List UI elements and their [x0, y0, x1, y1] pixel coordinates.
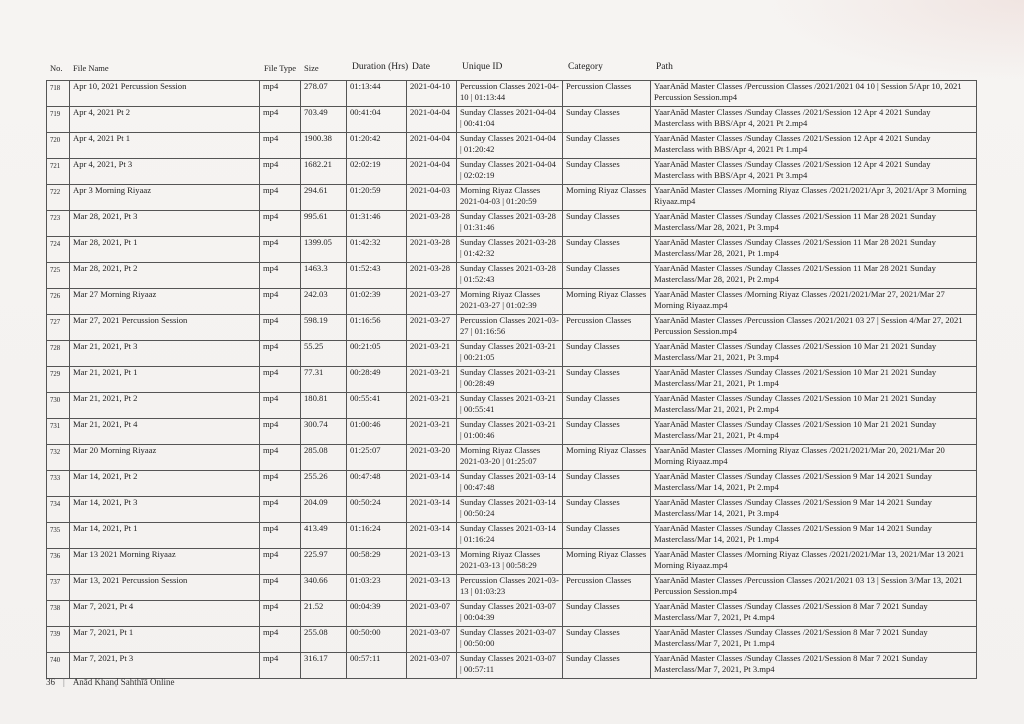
- size-cell: 340.66: [301, 575, 347, 601]
- duration-cell: 01:00:46: [347, 419, 407, 445]
- date-cell: 2021-04-04: [407, 159, 457, 185]
- size-cell: 77.31: [301, 367, 347, 393]
- table-row: [47, 315, 977, 341]
- table-header: [0, 61, 1024, 75]
- date-cell: 2021-03-07: [407, 601, 457, 627]
- page-footer: [46, 677, 175, 687]
- category-cell: Sunday Classes: [563, 653, 651, 679]
- duration-cell: 01:20:42: [347, 133, 407, 159]
- date-cell: 2021-03-20: [407, 445, 457, 471]
- table-row: [47, 627, 977, 653]
- size-cell: 285.08: [301, 445, 347, 471]
- file-name-cell: Mar 14, 2021, Pt 1: [70, 523, 260, 549]
- category-cell: Sunday Classes: [563, 419, 651, 445]
- file-name-cell: Mar 7, 2021, Pt 4: [70, 601, 260, 627]
- size-cell: 180.81: [301, 393, 347, 419]
- size-cell: 204.09: [301, 497, 347, 523]
- path-cell: YaarAnād Master Classes /Sunday Classes /2021/Session 12 Apr 4 2021 Sunday Masterclass with BBS/Apr 4, 2021 Pt 2.mp4: [651, 107, 977, 133]
- file-type-cell: mp4: [260, 107, 301, 133]
- unique-id-cell: Percussion Classes 2021-04-10 | 01:13:44: [457, 81, 563, 107]
- duration-cell: 01:16:24: [347, 523, 407, 549]
- table-row: [47, 653, 977, 679]
- file-type-cell: mp4: [260, 419, 301, 445]
- date-cell: 2021-03-14: [407, 497, 457, 523]
- file-type-cell: mp4: [260, 367, 301, 393]
- table-row: [47, 237, 977, 263]
- category-cell: Percussion Classes: [563, 575, 651, 601]
- row-number: 727: [47, 315, 70, 341]
- unique-id-cell: Morning Riyaz Classes 2021-04-03 | 01:20:59: [457, 185, 563, 211]
- category-cell: Sunday Classes: [563, 211, 651, 237]
- unique-id-cell: Sunday Classes 2021-03-14 | 01:16:24: [457, 523, 563, 549]
- file-table: [46, 80, 977, 679]
- size-cell: 21.52: [301, 601, 347, 627]
- size-cell: 294.61: [301, 185, 347, 211]
- duration-cell: 00:41:04: [347, 107, 407, 133]
- header-file-name: File Name: [73, 63, 109, 73]
- file-name-cell: Mar 13, 2021 Percussion Session: [70, 575, 260, 601]
- duration-cell: 00:28:49: [347, 367, 407, 393]
- date-cell: 2021-04-04: [407, 107, 457, 133]
- row-number: 723: [47, 211, 70, 237]
- path-cell: YaarAnād Master Classes /Sunday Classes /2021/Session 8 Mar 7 2021 Sunday Masterclass/Mar 7, 2021, Pt 1.mp4: [651, 627, 977, 653]
- table-row: [47, 445, 977, 471]
- unique-id-cell: Percussion Classes 2021-03-27 | 01:16:56: [457, 315, 563, 341]
- unique-id-cell: Sunday Classes 2021-03-28 | 01:52:43: [457, 263, 563, 289]
- file-name-cell: Mar 13 2021 Morning Riyaaz: [70, 549, 260, 575]
- file-type-cell: mp4: [260, 575, 301, 601]
- unique-id-cell: Sunday Classes 2021-03-28 | 01:42:32: [457, 237, 563, 263]
- duration-cell: 01:03:23: [347, 575, 407, 601]
- date-cell: 2021-03-21: [407, 419, 457, 445]
- footer-title: Anād Khanḍ Sahthīā Online: [72, 677, 175, 687]
- size-cell: 225.97: [301, 549, 347, 575]
- unique-id-cell: Sunday Classes 2021-03-21 | 00:21:05: [457, 341, 563, 367]
- path-cell: YaarAnād Master Classes /Morning Riyaz Classes /2021/2021/Mar 27, 2021/Mar 27 Morning Riyaaz.mp4: [651, 289, 977, 315]
- unique-id-cell: Sunday Classes 2021-03-07 | 00:50:00: [457, 627, 563, 653]
- file-type-cell: mp4: [260, 81, 301, 107]
- row-number: 729: [47, 367, 70, 393]
- file-type-cell: mp4: [260, 549, 301, 575]
- duration-cell: 01:25:07: [347, 445, 407, 471]
- category-cell: Sunday Classes: [563, 393, 651, 419]
- size-cell: 703.49: [301, 107, 347, 133]
- duration-cell: 01:52:43: [347, 263, 407, 289]
- date-cell: 2021-03-21: [407, 367, 457, 393]
- page-number: 36: [46, 677, 55, 687]
- file-name-cell: Apr 4, 2021 Pt 1: [70, 133, 260, 159]
- duration-cell: 00:04:39: [347, 601, 407, 627]
- path-cell: YaarAnād Master Classes /Sunday Classes /2021/Session 12 Apr 4 2021 Sunday Masterclass with BBS/Apr 4, 2021 Pt 3.mp4: [651, 159, 977, 185]
- file-type-cell: mp4: [260, 237, 301, 263]
- unique-id-cell: Sunday Classes 2021-03-21 | 01:00:46: [457, 419, 563, 445]
- unique-id-cell: Sunday Classes 2021-03-28 | 01:31:46: [457, 211, 563, 237]
- header-category: Category: [568, 62, 603, 72]
- date-cell: 2021-03-21: [407, 393, 457, 419]
- date-cell: 2021-03-14: [407, 471, 457, 497]
- duration-cell: 00:21:05: [347, 341, 407, 367]
- path-cell: YaarAnād Master Classes /Percussion Classes /2021/2021 03 13 | Session 3/Mar 13, 2021 Percussion Session.mp4: [651, 575, 977, 601]
- path-cell: YaarAnād Master Classes /Sunday Classes /2021/Session 10 Mar 21 2021 Sunday Masterclass/Mar 21, 2021, Pt 3.mp4: [651, 341, 977, 367]
- row-number: 720: [47, 133, 70, 159]
- unique-id-cell: Sunday Classes 2021-04-04 | 02:02:19: [457, 159, 563, 185]
- category-cell: Percussion Classes: [563, 315, 651, 341]
- date-cell: 2021-03-13: [407, 575, 457, 601]
- unique-id-cell: Sunday Classes 2021-03-14 | 00:50:24: [457, 497, 563, 523]
- category-cell: Morning Riyaz Classes: [563, 289, 651, 315]
- size-cell: 1463.3: [301, 263, 347, 289]
- duration-cell: 00:57:11: [347, 653, 407, 679]
- unique-id-cell: Morning Riyaz Classes 2021-03-27 | 01:02:39: [457, 289, 563, 315]
- unique-id-cell: Percussion Classes 2021-03-13 | 01:03:23: [457, 575, 563, 601]
- category-cell: Sunday Classes: [563, 471, 651, 497]
- size-cell: 255.26: [301, 471, 347, 497]
- table-row: [47, 497, 977, 523]
- row-number: 728: [47, 341, 70, 367]
- table-row: [47, 549, 977, 575]
- file-name-cell: Apr 10, 2021 Percussion Session: [70, 81, 260, 107]
- row-number: 722: [47, 185, 70, 211]
- path-cell: YaarAnād Master Classes /Sunday Classes /2021/Session 9 Mar 14 2021 Sunday Masterclass/Mar 14, 2021, Pt 1.mp4: [651, 523, 977, 549]
- file-name-cell: Mar 27 Morning Riyaaz: [70, 289, 260, 315]
- category-cell: Sunday Classes: [563, 627, 651, 653]
- row-number: 740: [47, 653, 70, 679]
- file-name-cell: Mar 28, 2021, Pt 3: [70, 211, 260, 237]
- file-type-cell: mp4: [260, 341, 301, 367]
- file-name-cell: Mar 7, 2021, Pt 1: [70, 627, 260, 653]
- row-number: 726: [47, 289, 70, 315]
- size-cell: 598.19: [301, 315, 347, 341]
- file-type-cell: mp4: [260, 289, 301, 315]
- category-cell: Sunday Classes: [563, 107, 651, 133]
- row-number: 736: [47, 549, 70, 575]
- path-cell: YaarAnād Master Classes /Sunday Classes /2021/Session 11 Mar 28 2021 Sunday Masterclass/Mar 28, 2021, Pt 2.mp4: [651, 263, 977, 289]
- duration-cell: 00:47:48: [347, 471, 407, 497]
- file-name-cell: Mar 27, 2021 Percussion Session: [70, 315, 260, 341]
- path-cell: YaarAnād Master Classes /Sunday Classes /2021/Session 10 Mar 21 2021 Sunday Masterclass/Mar 21, 2021, Pt 1.mp4: [651, 367, 977, 393]
- size-cell: 242.03: [301, 289, 347, 315]
- file-type-cell: mp4: [260, 315, 301, 341]
- table-row: [47, 159, 977, 185]
- header-no: No.: [50, 63, 63, 73]
- size-cell: 995.61: [301, 211, 347, 237]
- date-cell: 2021-04-03: [407, 185, 457, 211]
- category-cell: Sunday Classes: [563, 523, 651, 549]
- row-number: 718: [47, 81, 70, 107]
- file-name-cell: Apr 3 Morning Riyaaz: [70, 185, 260, 211]
- header-size: Size: [304, 63, 319, 73]
- path-cell: YaarAnād Master Classes /Sunday Classes /2021/Session 8 Mar 7 2021 Sunday Masterclass/Mar 7, 2021, Pt 3.mp4: [651, 653, 977, 679]
- unique-id-cell: Sunday Classes 2021-03-21 | 00:28:49: [457, 367, 563, 393]
- size-cell: 316.17: [301, 653, 347, 679]
- date-cell: 2021-03-28: [407, 263, 457, 289]
- duration-cell: 00:50:24: [347, 497, 407, 523]
- table-row: [47, 575, 977, 601]
- duration-cell: 01:20:59: [347, 185, 407, 211]
- file-name-cell: Apr 4, 2021 Pt 2: [70, 107, 260, 133]
- footer-separator: |: [63, 677, 65, 687]
- path-cell: YaarAnād Master Classes /Morning Riyaz Classes /2021/2021/Apr 3, 2021/Apr 3 Morning Riyaaz.mp4: [651, 185, 977, 211]
- category-cell: Morning Riyaz Classes: [563, 549, 651, 575]
- header-date: Date: [412, 62, 430, 72]
- category-cell: Sunday Classes: [563, 159, 651, 185]
- duration-cell: 01:31:46: [347, 211, 407, 237]
- date-cell: 2021-03-27: [407, 315, 457, 341]
- category-cell: Sunday Classes: [563, 341, 651, 367]
- category-cell: Sunday Classes: [563, 497, 651, 523]
- table-row: [47, 81, 977, 107]
- row-number: 719: [47, 107, 70, 133]
- table-row: [47, 263, 977, 289]
- table-row: [47, 185, 977, 211]
- file-type-cell: mp4: [260, 185, 301, 211]
- table-row: [47, 523, 977, 549]
- file-name-cell: Apr 4, 2021, Pt 3: [70, 159, 260, 185]
- date-cell: 2021-03-21: [407, 341, 457, 367]
- table-row: [47, 211, 977, 237]
- row-number: 732: [47, 445, 70, 471]
- duration-cell: 01:02:39: [347, 289, 407, 315]
- file-name-cell: Mar 28, 2021, Pt 2: [70, 263, 260, 289]
- category-cell: Morning Riyaz Classes: [563, 185, 651, 211]
- unique-id-cell: Sunday Classes 2021-04-04 | 00:41:04: [457, 107, 563, 133]
- date-cell: 2021-04-10: [407, 81, 457, 107]
- table-row: [47, 341, 977, 367]
- table-row: [47, 289, 977, 315]
- unique-id-cell: Sunday Classes 2021-03-14 | 00:47:48: [457, 471, 563, 497]
- path-cell: YaarAnād Master Classes /Percussion Classes /2021/2021 03 27 | Session 4/Mar 27, 2021 Percussion Session.mp4: [651, 315, 977, 341]
- header-file-type: File Type: [264, 63, 297, 73]
- unique-id-cell: Sunday Classes 2021-04-04 | 01:20:42: [457, 133, 563, 159]
- row-number: 735: [47, 523, 70, 549]
- unique-id-cell: Sunday Classes 2021-03-07 | 00:57:11: [457, 653, 563, 679]
- row-number: 730: [47, 393, 70, 419]
- duration-cell: 00:58:29: [347, 549, 407, 575]
- row-number: 734: [47, 497, 70, 523]
- date-cell: 2021-03-07: [407, 627, 457, 653]
- path-cell: YaarAnād Master Classes /Sunday Classes /2021/Session 10 Mar 21 2021 Sunday Masterclass/Mar 21, 2021, Pt 4.mp4: [651, 419, 977, 445]
- file-type-cell: mp4: [260, 523, 301, 549]
- category-cell: Sunday Classes: [563, 367, 651, 393]
- path-cell: YaarAnād Master Classes /Morning Riyaz Classes /2021/2021/Mar 20, 2021/Mar 20 Morning Riyaaz.mp4: [651, 445, 977, 471]
- category-cell: Percussion Classes: [563, 81, 651, 107]
- row-number: 725: [47, 263, 70, 289]
- size-cell: 300.74: [301, 419, 347, 445]
- file-type-cell: mp4: [260, 159, 301, 185]
- unique-id-cell: Morning Riyaz Classes 2021-03-20 | 01:25:07: [457, 445, 563, 471]
- file-name-cell: Mar 21, 2021, Pt 2: [70, 393, 260, 419]
- date-cell: 2021-04-04: [407, 133, 457, 159]
- size-cell: 1399.05: [301, 237, 347, 263]
- path-cell: YaarAnād Master Classes /Sunday Classes /2021/Session 11 Mar 28 2021 Sunday Masterclass/Mar 28, 2021, Pt 1.mp4: [651, 237, 977, 263]
- date-cell: 2021-03-28: [407, 237, 457, 263]
- file-type-cell: mp4: [260, 497, 301, 523]
- file-name-cell: Mar 28, 2021, Pt 1: [70, 237, 260, 263]
- size-cell: 255.08: [301, 627, 347, 653]
- date-cell: 2021-03-27: [407, 289, 457, 315]
- file-type-cell: mp4: [260, 133, 301, 159]
- table-body: [47, 81, 977, 679]
- category-cell: Morning Riyaz Classes: [563, 445, 651, 471]
- file-name-cell: Mar 14, 2021, Pt 3: [70, 497, 260, 523]
- unique-id-cell: Morning Riyaz Classes 2021-03-13 | 00:58:29: [457, 549, 563, 575]
- path-cell: YaarAnād Master Classes /Sunday Classes /2021/Session 9 Mar 14 2021 Sunday Masterclass/Mar 14, 2021, Pt 3.mp4: [651, 497, 977, 523]
- category-cell: Sunday Classes: [563, 133, 651, 159]
- file-type-cell: mp4: [260, 601, 301, 627]
- row-number: 731: [47, 419, 70, 445]
- table-row: [47, 601, 977, 627]
- file-type-cell: mp4: [260, 445, 301, 471]
- duration-cell: 00:50:00: [347, 627, 407, 653]
- path-cell: YaarAnād Master Classes /Sunday Classes /2021/Session 12 Apr 4 2021 Sunday Masterclass with BBS/Apr 4, 2021 Pt 1.mp4: [651, 133, 977, 159]
- size-cell: 1900.38: [301, 133, 347, 159]
- date-cell: 2021-03-13: [407, 549, 457, 575]
- size-cell: 1682.21: [301, 159, 347, 185]
- row-number: 721: [47, 159, 70, 185]
- file-type-cell: mp4: [260, 627, 301, 653]
- row-number: 737: [47, 575, 70, 601]
- date-cell: 2021-03-28: [407, 211, 457, 237]
- file-name-cell: Mar 7, 2021, Pt 3: [70, 653, 260, 679]
- header-duration: Duration (Hrs): [352, 62, 409, 72]
- table-row: [47, 471, 977, 497]
- duration-cell: 01:16:56: [347, 315, 407, 341]
- category-cell: Sunday Classes: [563, 237, 651, 263]
- file-type-cell: mp4: [260, 393, 301, 419]
- file-type-cell: mp4: [260, 211, 301, 237]
- table-row: [47, 393, 977, 419]
- date-cell: 2021-03-14: [407, 523, 457, 549]
- path-cell: YaarAnād Master Classes /Morning Riyaz Classes /2021/2021/Mar 13, 2021/Mar 13 2021 Morning Riyaaz.mp4: [651, 549, 977, 575]
- row-number: 724: [47, 237, 70, 263]
- table-row: [47, 107, 977, 133]
- unique-id-cell: Sunday Classes 2021-03-21 | 00:55:41: [457, 393, 563, 419]
- path-cell: YaarAnād Master Classes /Sunday Classes /2021/Session 10 Mar 21 2021 Sunday Masterclass/Mar 21, 2021, Pt 2.mp4: [651, 393, 977, 419]
- table-row: [47, 133, 977, 159]
- unique-id-cell: Sunday Classes 2021-03-07 | 00:04:39: [457, 601, 563, 627]
- category-cell: Sunday Classes: [563, 263, 651, 289]
- file-type-cell: mp4: [260, 263, 301, 289]
- file-name-cell: Mar 14, 2021, Pt 2: [70, 471, 260, 497]
- file-name-cell: Mar 21, 2021, Pt 3: [70, 341, 260, 367]
- row-number: 739: [47, 627, 70, 653]
- table-row: [47, 367, 977, 393]
- category-cell: Sunday Classes: [563, 601, 651, 627]
- file-name-cell: Mar 20 Morning Riyaaz: [70, 445, 260, 471]
- path-cell: YaarAnād Master Classes /Percussion Classes /2021/2021 04 10 | Session 5/Apr 10, 2021 Percussion Session.mp4: [651, 81, 977, 107]
- row-number: 738: [47, 601, 70, 627]
- table-row: [47, 419, 977, 445]
- size-cell: 55.25: [301, 341, 347, 367]
- path-cell: YaarAnād Master Classes /Sunday Classes /2021/Session 9 Mar 14 2021 Sunday Masterclass/Mar 14, 2021, Pt 2.mp4: [651, 471, 977, 497]
- size-cell: 413.49: [301, 523, 347, 549]
- duration-cell: 01:42:32: [347, 237, 407, 263]
- row-number: 733: [47, 471, 70, 497]
- date-cell: 2021-03-07: [407, 653, 457, 679]
- duration-cell: 00:55:41: [347, 393, 407, 419]
- size-cell: 278.07: [301, 81, 347, 107]
- duration-cell: 01:13:44: [347, 81, 407, 107]
- header-unique-id: Unique ID: [462, 62, 503, 72]
- path-cell: YaarAnād Master Classes /Sunday Classes /2021/Session 11 Mar 28 2021 Sunday Masterclass/Mar 28, 2021, Pt 3.mp4: [651, 211, 977, 237]
- file-type-cell: mp4: [260, 471, 301, 497]
- file-name-cell: Mar 21, 2021, Pt 1: [70, 367, 260, 393]
- file-name-cell: Mar 21, 2021, Pt 4: [70, 419, 260, 445]
- duration-cell: 02:02:19: [347, 159, 407, 185]
- header-path: Path: [656, 62, 673, 72]
- path-cell: YaarAnād Master Classes /Sunday Classes /2021/Session 8 Mar 7 2021 Sunday Masterclass/Mar 7, 2021, Pt 4.mp4: [651, 601, 977, 627]
- file-type-cell: mp4: [260, 653, 301, 679]
